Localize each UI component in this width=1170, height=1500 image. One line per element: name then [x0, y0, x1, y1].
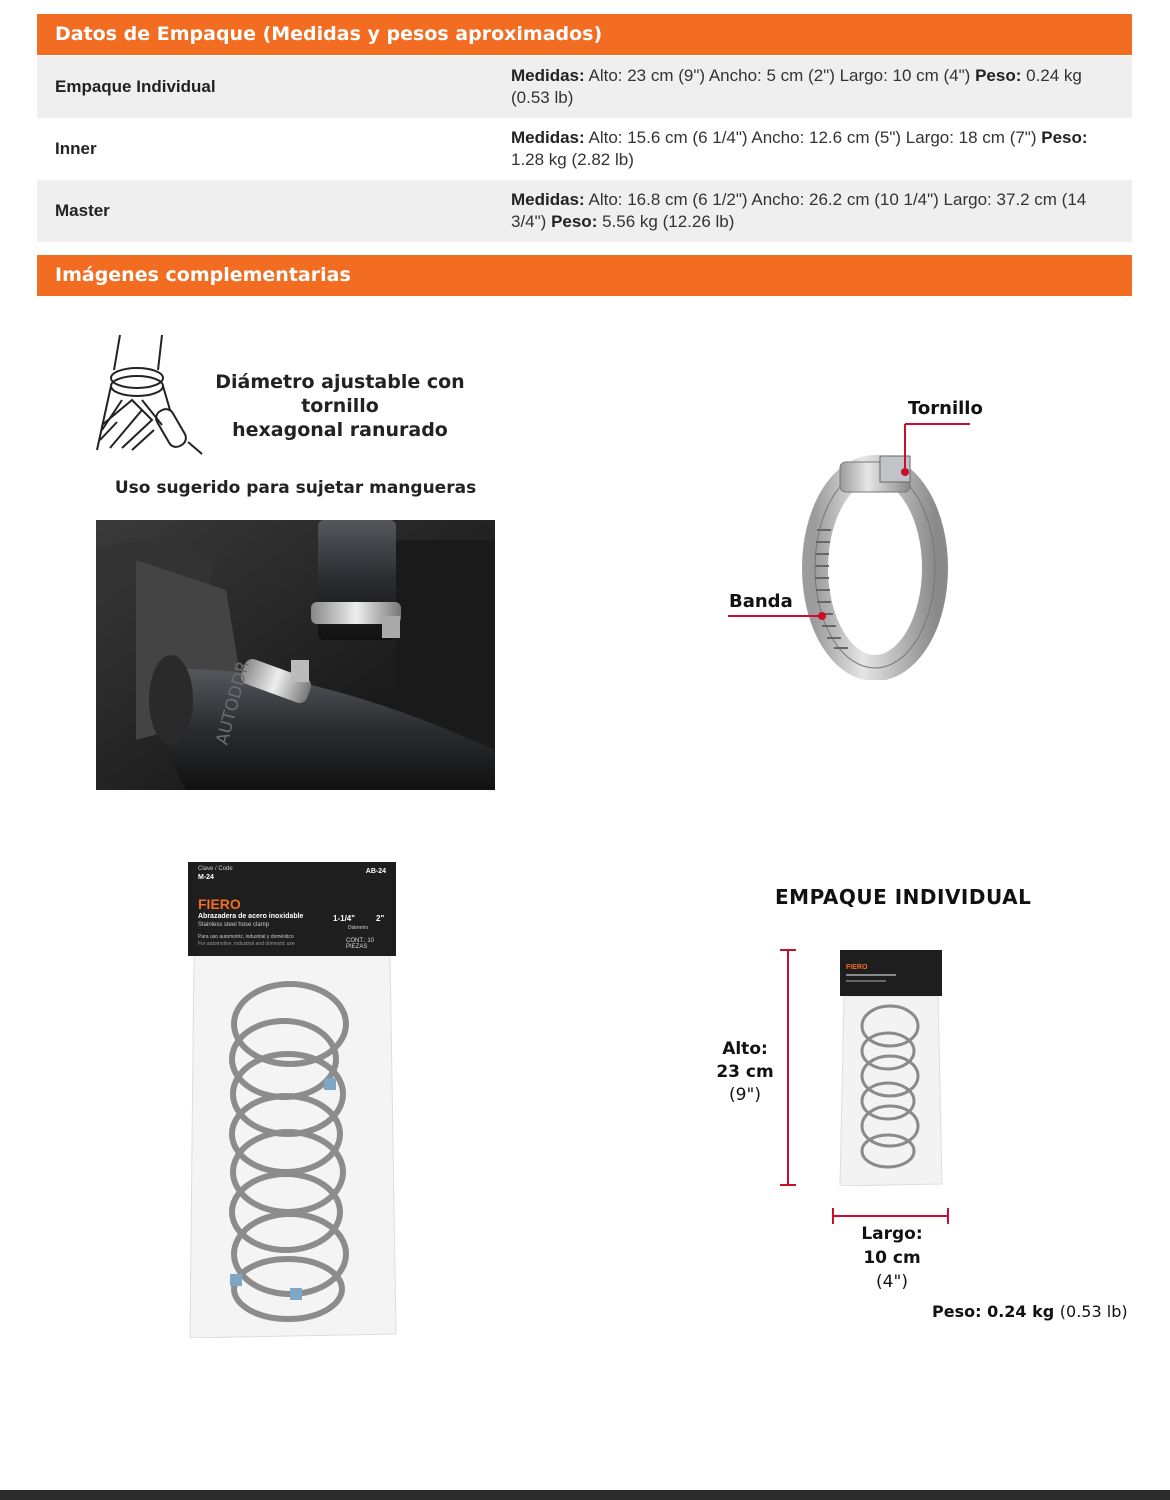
product-package — [186, 862, 398, 1338]
row-value: Medidas: Alto: 23 cm (9") Ancho: 5 cm (2") Largo: 10 cm (4") Peso: 0.24 kg (0.53 lb) — [511, 66, 1082, 107]
small-package-card: FIERO — [840, 950, 942, 996]
package-bag — [186, 954, 398, 1338]
largo-label: Largo: 10 cm (4") — [861, 1224, 923, 1292]
pack-title: EMPAQUE INDIVIDUAL — [775, 885, 1032, 909]
product-code: AB-24 — [365, 868, 386, 875]
row-name: Empaque Individual — [55, 77, 216, 96]
row-value: Medidas: Alto: 15.6 cm (6 1/4") Ancho: 12.6 cm (5") Largo: 18 cm (7") Peso: 1.28 kg (2.82 lb) — [511, 128, 1088, 169]
brand-logo: FIERO — [198, 896, 241, 912]
packaging-table — [37, 56, 1132, 242]
clamp-diagram — [700, 390, 1000, 680]
package-card: Clave / Code M-24 AB-24 FIERO Abrazadera de acero inoxidable Stainless steel hose clamp Para uso automotriz, industrial y doméstico For automotive, industrial and domestic use 1-1/4" 2" Diámetro CONT.: 10 PIEZAS — [188, 862, 396, 956]
row-name: Master — [55, 201, 110, 220]
model-code: M-24 — [198, 874, 214, 881]
table-row — [37, 118, 1132, 180]
peso-label: Peso: 0.24 kg (0.53 lb) — [932, 1302, 1128, 1321]
svg-text:AUTODDR: AUTODDR — [212, 658, 254, 748]
footer-bar — [0, 1490, 1170, 1500]
contents-label: CONT.: 10 PIEZAS — [346, 938, 375, 950]
small-package-bag — [838, 996, 944, 1186]
engine-hose-photo — [96, 520, 495, 790]
label-tornillo: Tornillo — [908, 398, 983, 419]
packaging-header: Datos de Empaque (Medidas y pesos aproximados) — [37, 14, 1132, 55]
alto-label: Alto: 23 cm (9") — [716, 1039, 774, 1105]
usage-caption: Uso sugerido para sujetar mangueras — [114, 478, 477, 498]
images-header: Imágenes complementarias — [37, 255, 1132, 296]
table-row — [37, 56, 1132, 118]
small-package — [838, 950, 944, 1186]
label-banda: Banda — [729, 591, 793, 612]
feature-caption: Diámetro ajustable con tornillo hexagonal ranurado — [215, 371, 465, 441]
table-row — [37, 180, 1132, 242]
row-name: Inner — [55, 139, 97, 158]
row-value: Medidas: Alto: 16.8 cm (6 1/2") Ancho: 26.2 cm (10 1/4") Largo: 37.2 cm (14 3/4") Peso: 5.56 kg (12.26 lb) — [511, 190, 1087, 231]
